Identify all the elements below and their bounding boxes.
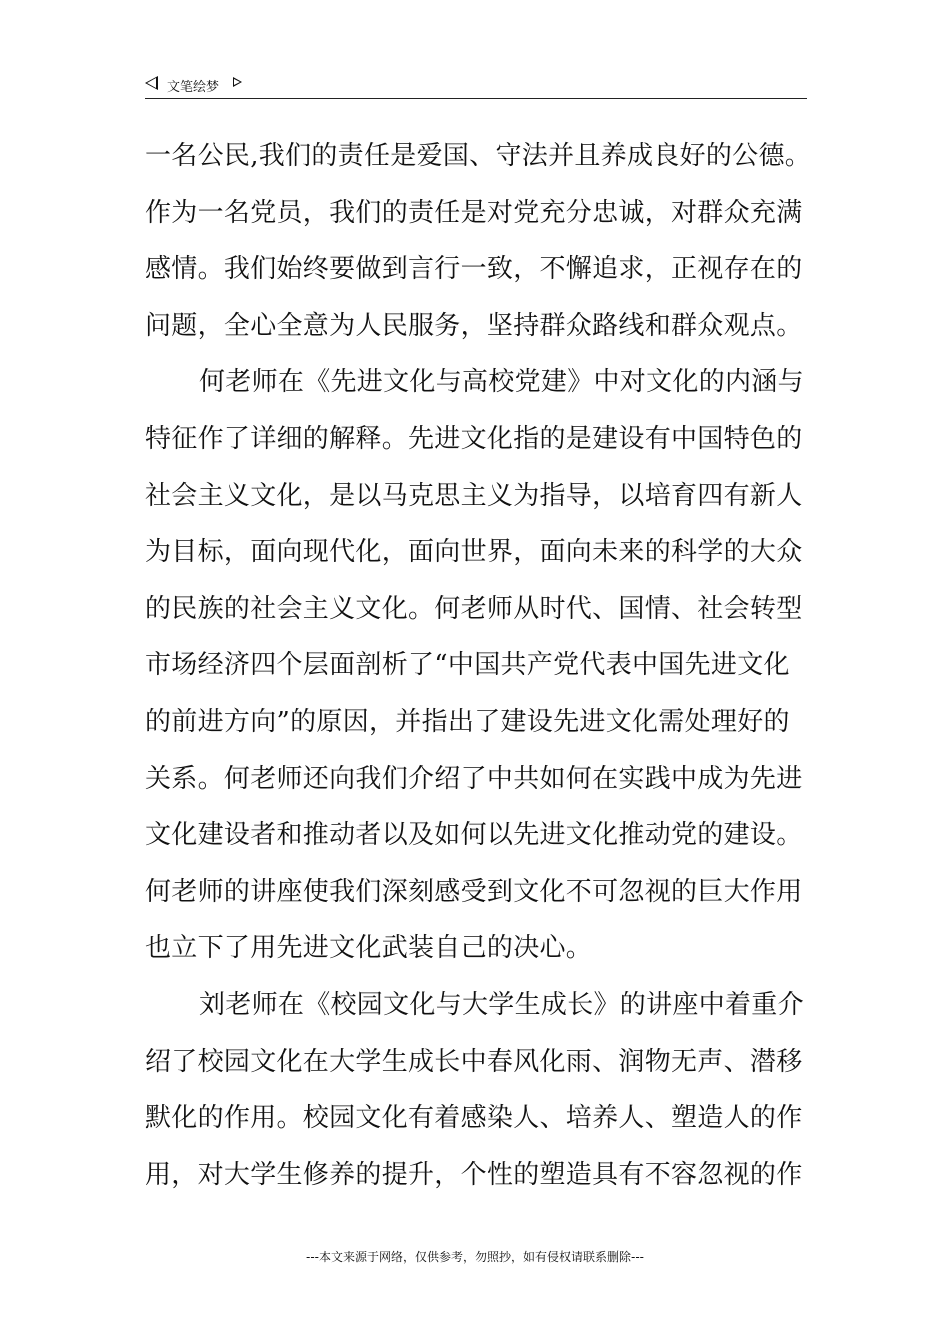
text-line: 也立下了用先进文化武装自己的决心。 bbox=[145, 933, 593, 964]
text-line: 的民族的社会主义文化。何老师从时代、国情、社会转型 bbox=[145, 593, 803, 624]
text-line: 用，对大学生修养的提升，个性的塑造具有不容忽视的作 bbox=[145, 1159, 803, 1190]
page-header bbox=[145, 72, 807, 99]
text-line: 文化建设者和推动者以及如何以先进文化推动党的建设。 bbox=[145, 820, 803, 851]
text-line: 关系。何老师还向我们介绍了中共如何在实践中成为先进 bbox=[145, 763, 803, 794]
text-line: 问题，全心全意为人民服务，坚持群众路线和群众观点。 bbox=[145, 310, 803, 341]
text-line: 绍了校园文化在大学生成长中春风化雨、润物无声、潜移 bbox=[145, 1046, 803, 1077]
text-line: 社会主义文化，是以马克思主义为指导，以培育四有新人 bbox=[145, 480, 803, 511]
triangle-right-icon bbox=[233, 77, 242, 87]
paragraph-first-line: 刘老师在《校园文化与大学生成长》的讲座中着重介 bbox=[199, 989, 804, 1020]
text-line: 一名公民,我们的责任是爱国、守法并且养成良好的公德。 bbox=[145, 141, 812, 171]
footer-notice: ---本文来源于网络，仅供参考，勿照抄，如有侵权请联系删除--- bbox=[306, 1250, 644, 1264]
text-line: 默化的作用。校园文化有着感染人、培养人、塑造人的作 bbox=[145, 1103, 803, 1134]
header-brand: 文笔绘梦 bbox=[167, 80, 220, 95]
triangle-left-icon bbox=[145, 76, 158, 90]
text-line: 特征作了详细的解释。先进文化指的是建设有中国特色的 bbox=[145, 423, 803, 454]
document-body bbox=[145, 128, 812, 1203]
paragraph-first-line: 何老师在《先进文化与高校党建》中对文化的内涵与 bbox=[199, 367, 804, 398]
text-line: 的前进方向”的原因，并指出了建设先进文化需处理好的 bbox=[145, 706, 790, 737]
text-line: 作为一名党员，我们的责任是对党充分忠诚，对群众充满 bbox=[145, 197, 803, 228]
text-line: 市场经济四个层面剖析了“中国共产党代表中国先进文化 bbox=[145, 650, 790, 681]
text-line: 何老师的讲座使我们深刻感受到文化不可忽视的巨大作用 bbox=[145, 876, 803, 907]
text-line: 感情。我们始终要做到言行一致，不懈追求，正视存在的 bbox=[145, 254, 803, 285]
text-line: 为目标，面向现代化，面向世界，面向未来的科学的大众 bbox=[145, 537, 803, 568]
